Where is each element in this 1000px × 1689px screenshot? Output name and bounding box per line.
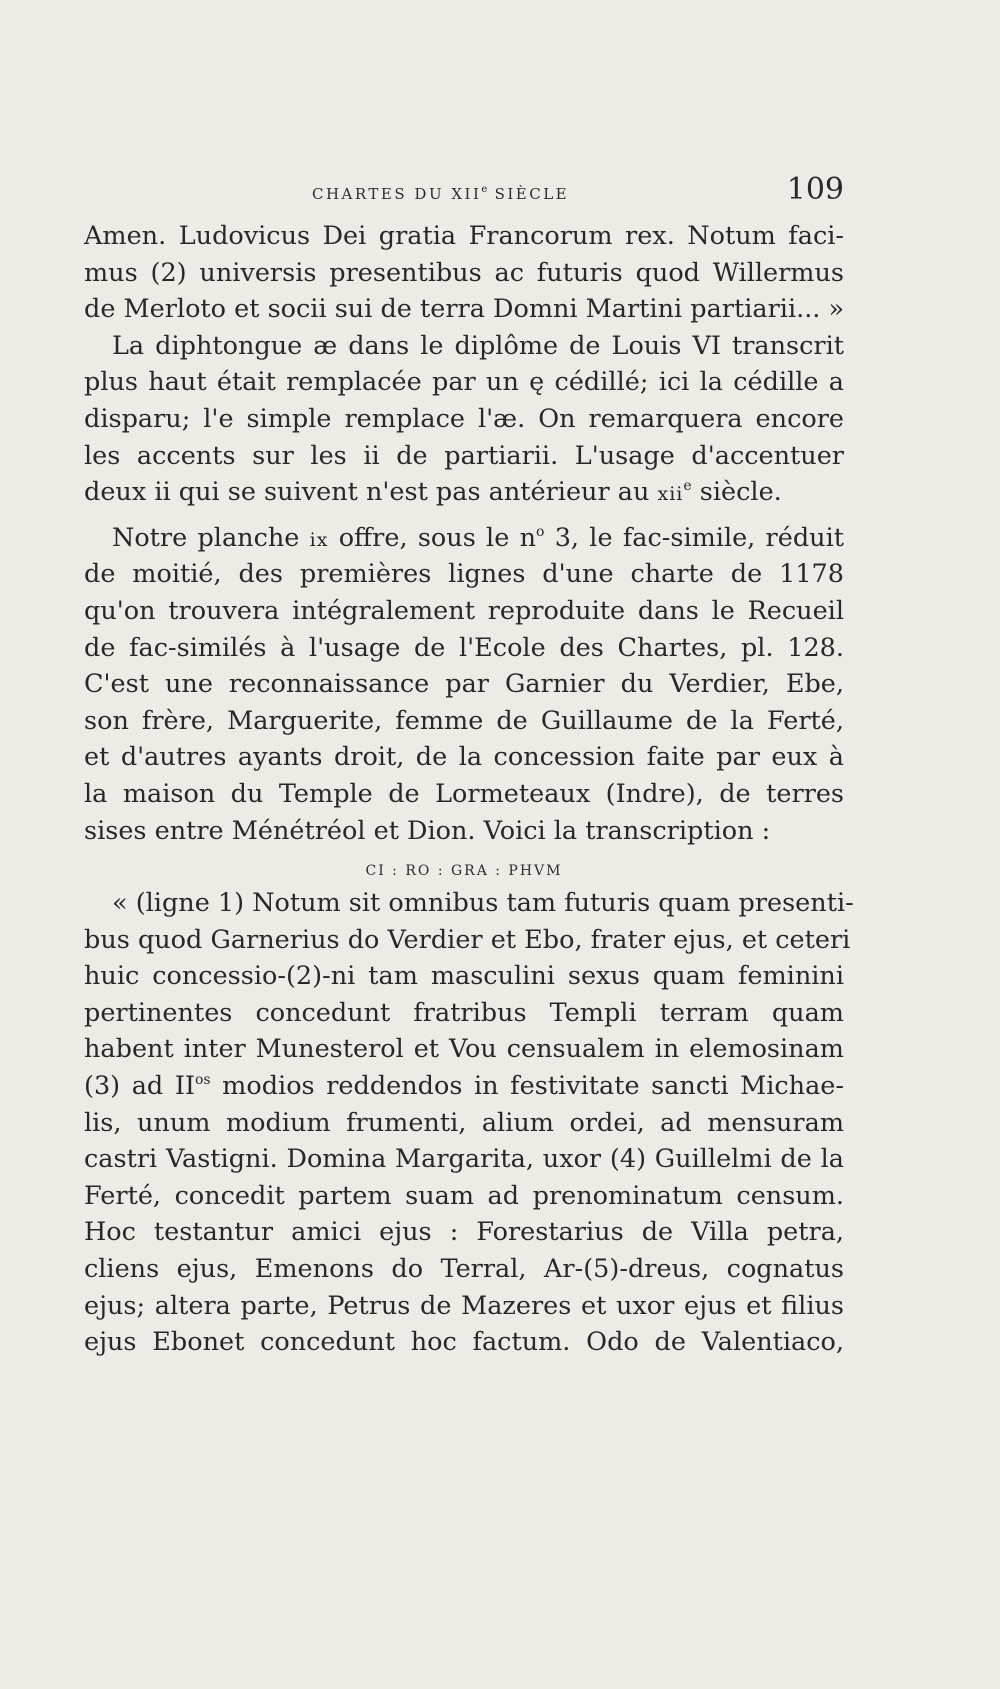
- text-line: Ferté, concedit partem suam ad prenominatum censum.: [84, 1180, 844, 1211]
- text-line: sises entre Ménétréol et Dion. Voici la transcription :: [84, 815, 771, 846]
- text-line: de moitié, des premières lignes d'une charte de 1178: [84, 559, 844, 590]
- page-header: [84, 168, 844, 208]
- text-line: et d'autres ayants droit, de la concession faite par eux à: [84, 742, 844, 773]
- text-line: Amen. Ludovicus Dei gratia Francorum rex. Notum faci-: [84, 221, 844, 251]
- text-line: [84, 520, 844, 557]
- text-line: mus (2) universis presentibus ac futuris quod Willermus: [84, 257, 844, 288]
- text-line: Hoc testantur amici ejus : Forestarius de Villa petra,: [84, 1217, 844, 1248]
- text-line: plus haut était remplacée par un ę cédillé; ici la cédille a: [84, 367, 844, 398]
- text-line: habent inter Munesterol et Vou censualem in elemosinam: [84, 1034, 844, 1065]
- text-line: la maison du Temple de Lormeteaux (Indre), de terres: [84, 778, 844, 809]
- plate-numeral: ix: [309, 528, 329, 551]
- text-segment: Notre planche: [112, 522, 310, 553]
- text-line: cliens ejus, Emenons do Terral, Ar-(5)-dreus, cognatus: [84, 1254, 844, 1285]
- body-text: [84, 218, 854, 1361]
- running-head: [312, 184, 569, 203]
- text-line: castri Vastigni. Domina Margarita, uxor (4) Guillelmi de la: [84, 1144, 844, 1175]
- text-line: les accents sur les ii de partiarii. L'usage d'accentuer: [84, 440, 844, 471]
- text-line: de Merloto et socii sui de terra Domni Martini partiarii... »: [84, 294, 845, 325]
- superscript: e: [683, 478, 692, 495]
- superscript: os: [194, 1072, 211, 1089]
- running-head-suffix: SIÈCLE: [487, 185, 570, 203]
- page-number: 109: [786, 172, 844, 207]
- century-numeral: xii: [657, 483, 684, 506]
- text-segment: deux ii qui se suivent n'est pas antérieur au: [84, 477, 658, 508]
- text-segment: siècle.: [691, 477, 782, 508]
- superscript: o: [536, 523, 545, 540]
- text-line: disparu; l'e simple remplace l'æ. On remarquera encore: [84, 403, 844, 434]
- text-line: ejus Ebonet concedunt hoc factum. Odo de Valentiaco,: [84, 1327, 844, 1358]
- text-line: ejus; altera parte, Petrus de Mazeres et uxor ejus et filius: [84, 1290, 844, 1321]
- text-line: C'est une reconnaissance par Garnier du Verdier, Ebe,: [84, 669, 844, 700]
- running-head-prefix: CHARTES DU XII: [312, 185, 482, 203]
- text-line: [84, 1068, 844, 1105]
- text-line: bus quod Garnerius do Verdier et Ebo, frater ejus, et ceteri: [84, 924, 851, 955]
- text-line: [84, 474, 844, 511]
- text-segment: 3, le fac-simile, réduit: [544, 522, 844, 553]
- text-line: qu'on trouvera intégralement reproduite dans le Recueil: [84, 595, 844, 626]
- text-segment: (3) ad II: [84, 1071, 195, 1102]
- text-line: son frère, Marguerite, femme de Guillaume de la Ferté,: [84, 705, 844, 736]
- text-line: « (ligne 1) Notum sit omnibus tam futuris quam presenti-: [112, 888, 854, 919]
- text-segment: offre, sous le n: [328, 522, 536, 553]
- text-line: lis, unum modium frumenti, alium ordei, ad mensuram: [84, 1107, 844, 1138]
- running-head-superscript: e: [481, 184, 488, 195]
- text-line: La diphtongue æ dans le diplôme de Louis VI transcrit: [112, 330, 844, 361]
- text-line: de fac-similés à l'usage de l'Ecole des Chartes, pl. 128.: [84, 632, 844, 663]
- text-line: pertinentes concedunt fratribus Templi terram quam: [84, 997, 844, 1028]
- text-line: huic concessio-(2)-ni tam masculini sexus quam feminini: [84, 961, 844, 992]
- transcription-caption: CI : RO : GRA : PHVM: [365, 863, 563, 880]
- text-segment: modios reddendos in festivitate sancti Michae-: [210, 1071, 844, 1102]
